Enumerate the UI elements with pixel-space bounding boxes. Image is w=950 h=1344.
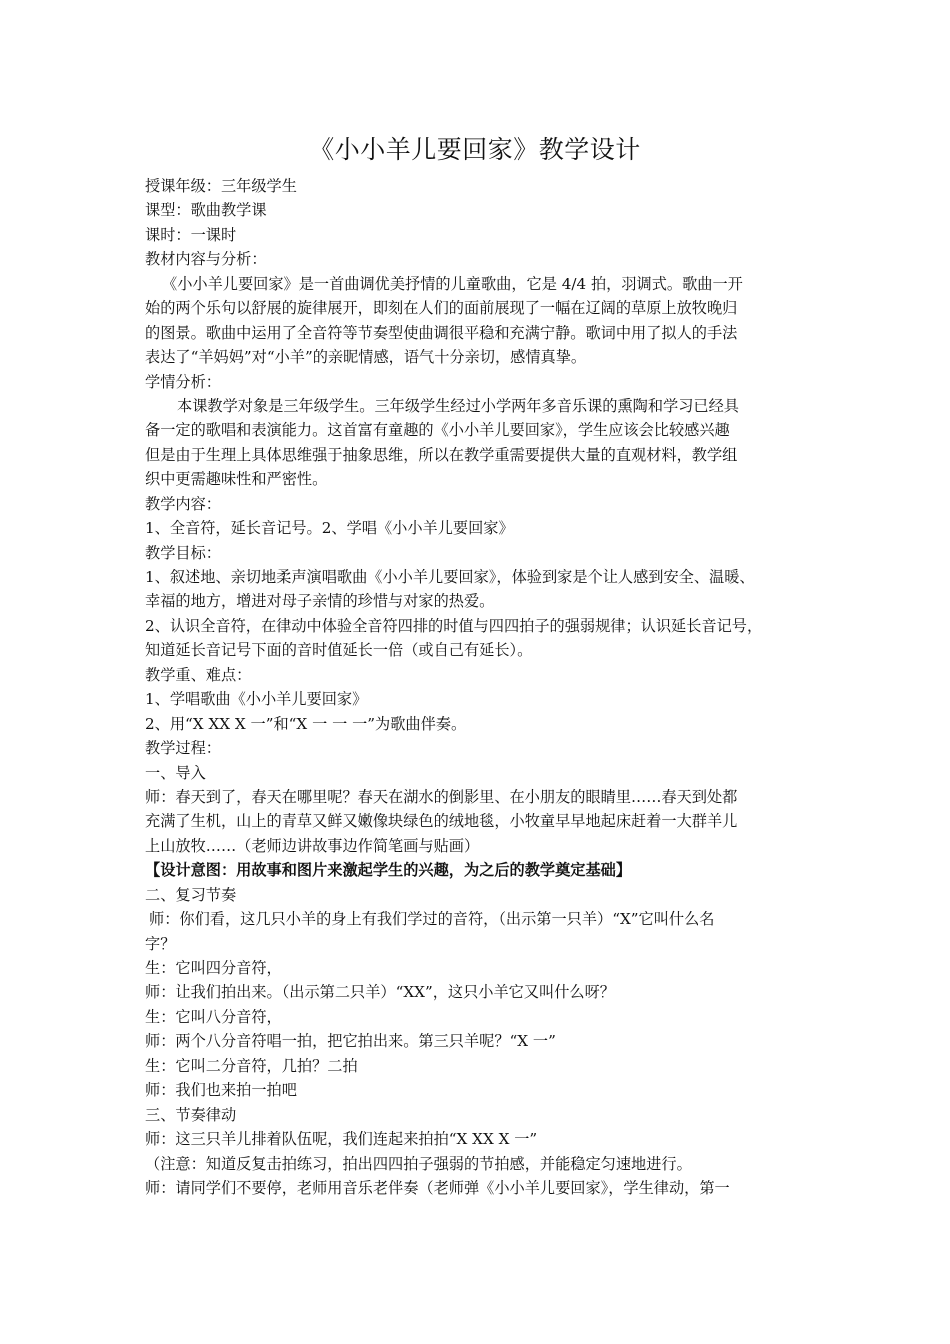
dialogue-line: 生：它叫二分音符，几拍？二拍 xyxy=(145,1056,358,1075)
paragraph-line: 师：春天到了，春天在哪里呢？春天在湖水的倒影里、在小朋友的眼睛里……春天到处都 xyxy=(145,787,738,806)
paragraph-line: 备一定的歌唱和表演能力。这首富有童趣的《小小羊儿要回家》，学生应该会比较感兴趣 xyxy=(145,421,730,440)
paragraph-line: 2、用“X XX X 一”和“X 一 一 一”为歌曲伴奏。 xyxy=(145,714,467,733)
class-hours-line: 课时：一课时 xyxy=(145,225,237,244)
dialogue-line: 生：它叫八分音符， xyxy=(145,1007,282,1026)
paragraph-line: 本课教学对象是三年级学生。三年级学生经过小学两年多音乐课的熏陶和学习已经具 xyxy=(177,396,739,415)
paragraph-line: 幸福的地方，增进对母子亲情的珍惜与对家的热爱。 xyxy=(145,592,495,611)
document-body xyxy=(145,174,825,1200)
paragraph-line: 1、学唱歌曲《小小羊儿要回家》 xyxy=(145,690,368,709)
dialogue-line: 师：这三只羊儿排着队伍呢，我们连起来拍拍“X XX X 一” xyxy=(145,1130,538,1149)
section-heading: 教学重、难点： xyxy=(145,665,252,684)
paragraph-line: 2、认识全音符，在律动中体验全音符四排的时值与四四拍子的强弱规律；认识延长音记号， xyxy=(145,616,763,635)
dialogue-line: 生：它叫四分音符， xyxy=(145,959,282,977)
paragraph-line: 充满了生机，山上的青草又鲜又嫩像块绿色的绒地毯，小牧童早早地起床赶着一大群羊儿 xyxy=(145,812,738,831)
subsection-heading: 一、导入 xyxy=(145,763,206,782)
dialogue-line: 师：你们看，这几只小羊的身上有我们学过的音符，（出示第一只羊）“X”它叫什么名 xyxy=(149,910,715,929)
section-heading: 教学内容： xyxy=(145,494,221,513)
paragraph-line: 始的两个乐句以舒展的旋律展开，即刻在人们的面前展现了一幅在辽阔的草原上放牧晚归 xyxy=(145,299,738,318)
dialogue-line: 师：请同学们不要停，老师用音乐老伴奏（老师弹《小小羊儿要回家》，学生律动，第一 xyxy=(145,1178,730,1197)
paragraph-line: 《小小羊儿要回家》是一首曲调优美抒情的儿童歌曲，它是 4/4 拍，羽调式。歌曲一开 xyxy=(162,274,743,293)
subsection-heading: 三、节奏律动 xyxy=(145,1105,237,1124)
paragraph-line: 但是由于生理上具体思维强于抽象思维，所以在教学重需要提供大量的直观材料，教学组 xyxy=(145,445,738,464)
note-line: （注意：知道反复击拍练习，拍出四四拍子强弱的节拍感，并能稳定匀速地进行。 xyxy=(145,1154,692,1173)
dialogue-line: 师：两个八分音符唱一拍，把它拍出来。第三只羊呢？“X 一” xyxy=(145,1032,556,1051)
dialogue-line: 师：我们也来拍一拍吧 xyxy=(145,1081,297,1100)
paragraph-line: 织中更需趣味性和严密性。 xyxy=(145,470,328,489)
dialogue-line: 师：让我们拍出来。（出示第二只羊）“XX”，这只小羊它又叫什么呀？ xyxy=(145,983,615,1002)
paragraph-line: 表达了“羊妈妈”对“小羊”的亲昵情感，语气十分亲切，感情真挚。 xyxy=(145,348,587,367)
paragraph-line: 上山放牧……（老师边讲故事边作简笔画与贴画） xyxy=(145,836,480,855)
paragraph-line: 的图景。歌曲中运用了全音符等节奏型使曲调很平稳和充满宁静。歌词中用了拟人的手法 xyxy=(145,323,738,342)
subsection-heading: 二、复习节奏 xyxy=(145,885,237,904)
section-heading: 教学目标： xyxy=(145,543,221,562)
document-title: 《小小羊儿要回家》教学设计 xyxy=(309,135,641,164)
dialogue-line: 字？ xyxy=(145,934,176,953)
paragraph-line: 知道延长音记号下面的音时值延长一倍（或自己有延长）。 xyxy=(145,641,533,660)
section-heading: 学情分析： xyxy=(145,372,221,391)
paragraph-line: 1、叙述地、亲切地柔声演唱歌曲《小小羊儿要回家》，体验到家是个让人感到安全、温暖、 xyxy=(145,568,755,586)
paragraph-line: 1、全音符，延长音记号。2、学唱《小小羊儿要回家》 xyxy=(145,519,514,538)
grade-line: 授课年级：三年级学生 xyxy=(145,177,297,195)
lesson-type-line: 课型：歌曲教学课 xyxy=(145,201,267,220)
section-heading: 教学过程： xyxy=(145,739,221,758)
design-intent-note: 【设计意图：用故事和图片来激起学生的兴趣，为之后的教学奠定基础】 xyxy=(145,861,631,880)
section-heading: 教材内容与分析： xyxy=(145,250,267,269)
